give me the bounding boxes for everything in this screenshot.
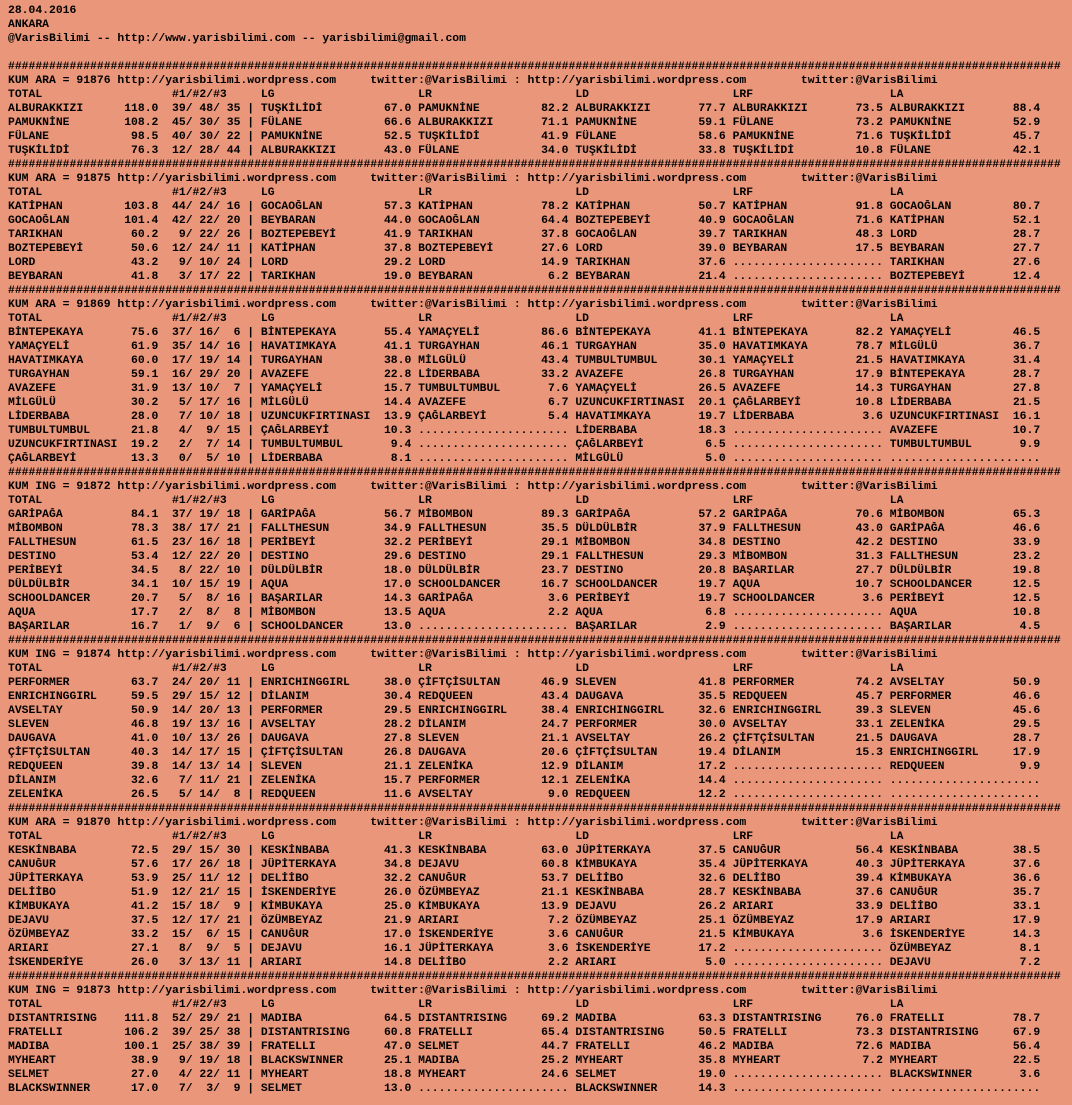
table-row: SLEVEN 46.8 19/ 13/ 16 | AVSELTAY 28.2 DİLANIM 24.7 PERFORMER 30.0 AVSELTAY 33.1 ZELENİKA 29.5 (8, 719, 1041, 731)
table-row: SELMET 27.0 4/ 22/ 11 | MYHEART 18.8 MYHEART 24.6 SELMET 19.0 ...................... BLACKSWINNER 3.6 (8, 1069, 1041, 1081)
table-row: BİNTEPEKAYA 75.6 37/ 16/ 6 | BİNTEPEKAYA 55.4 YAMAÇYELİ 86.6 BİNTEPEKAYA 41.1 BİNTEPEKAYA 82.2 YAMAÇYELİ 46.5 (8, 327, 1041, 339)
table-row: ENRICHINGGIRL 59.5 29/ 15/ 12 | DİLANIM 30.4 REDQUEEN 43.4 DAUGAVA 35.5 REDQUEEN 45.7 PERFORMER 46.6 (8, 691, 1041, 703)
column-header: TOTAL #1/#2/#3 LG LR LD LRF LA (8, 663, 904, 675)
table-row: KATİPHAN 103.8 44/ 24/ 16 | GOCAOĞLAN 57.3 KATİPHAN 78.2 KATİPHAN 50.7 KATİPHAN 91.8 GOCAOĞLAN 80.7 (8, 201, 1041, 213)
table-row: ALBURAKKIZI 118.0 39/ 48/ 35 | TUŞKİLİDİ 67.0 PAMUKNİNE 82.2 ALBURAKKIZI 77.7 ALBURAKKIZI 73.5 ALBURAKKIZI 88.4 (8, 103, 1041, 115)
table-row: FALLTHESUN 61.5 23/ 16/ 18 | PERİBEYİ 32.2 PERİBEYİ 29.1 MİBOMBON 34.8 DESTINO 42.2 DESTINO 33.9 (8, 537, 1041, 549)
table-row: CANUĞUR 57.6 17/ 26/ 18 | JÜPİTERKAYA 34.8 DEJAVU 60.8 KİMBUKAYA 35.4 JÜPİTERKAYA 40.3 JÜPİTERKAYA 37.6 (8, 859, 1041, 871)
table-row: DAUGAVA 41.0 10/ 13/ 26 | DAUGAVA 27.8 SLEVEN 21.1 AVSELTAY 26.2 ÇİFTÇİSULTAN 21.5 DAUGAVA 28.7 (8, 733, 1041, 745)
column-header: TOTAL #1/#2/#3 LG LR LD LRF LA (8, 89, 904, 101)
table-row: AVSELTAY 50.9 14/ 20/ 13 | PERFORMER 29.5 ENRICHINGGIRL 38.4 ENRICHINGGIRL 32.6 ENRICHINGGIRL 39.3 SLEVEN 45.6 (8, 705, 1041, 717)
table-row: ÇİFTÇİSULTAN 40.3 14/ 17/ 15 | ÇİFTÇİSULTAN 26.8 DAUGAVA 20.6 ÇİFTÇİSULTAN 19.4 DİLANIM 15.3 ENRICHINGGIRL 17.9 (8, 747, 1041, 759)
table-row: ÖZÜMBEYAZ 33.2 15/ 6/ 15 | CANUĞUR 17.0 İSKENDERİYE 3.6 CANUĞUR 21.5 KİMBUKAYA 3.6 İSKENDERİYE 14.3 (8, 929, 1041, 941)
table-row: TURGAYHAN 59.1 16/ 29/ 20 | AVAZEFE 22.8 LİDERBABA 33.2 AVAZEFE 26.8 TURGAYHAN 17.9 BİNTEPEKAYA 28.7 (8, 369, 1041, 381)
table-row: MİBOMBON 78.3 38/ 17/ 21 | FALLTHESUN 34.9 FALLTHESUN 35.5 DÜLDÜLBİR 37.9 FALLTHESUN 43.0 GARİPAĞA 46.6 (8, 523, 1041, 535)
blank-line (8, 46, 1072, 60)
report-city: ANKARA (8, 19, 50, 31)
table-row: YAMAÇYELİ 61.9 35/ 14/ 16 | HAVATIMKAYA 41.1 TURGAYHAN 46.1 TURGAYHAN 35.0 HAVATIMKAYA 78.7 MİLGÜLÜ 36.7 (8, 341, 1041, 353)
separator-line: ########################################################################################################################################################## (8, 635, 1061, 647)
table-row: BLACKSWINNER 17.0 7/ 3/ 9 | SELMET 13.0 ...................... BLACKSWINNER 14.3 ...................... ...................... (8, 1083, 1041, 1095)
separator-line: ########################################################################################################################################################## (8, 971, 1061, 983)
table-row: DELİİBO 51.9 12/ 21/ 15 | İSKENDERİYE 26.0 ÖZÜMBEYAZ 21.1 KESKİNBABA 28.7 KESKİNBABA 37.6 CANUĞUR 35.7 (8, 887, 1041, 899)
table-row: FÜLANE 98.5 40/ 30/ 22 | PAMUKNİNE 52.5 TUŞKİLİDİ 41.9 FÜLANE 58.6 PAMUKNİNE 71.6 TUŞKİLİDİ 45.7 (8, 131, 1041, 143)
table-row: FRATELLI 106.2 39/ 25/ 38 | DISTANTRISING 60.8 FRATELLI 65.4 DISTANTRISING 50.5 FRATELLI 73.3 DISTANTRISING 67.9 (8, 1027, 1041, 1039)
table-row: BOZTEPEBEYİ 50.6 12/ 24/ 11 | KATİPHAN 37.8 BOZTEPEBEYİ 27.6 LORD 39.0 BEYBARAN 17.5 BEYBARAN 27.7 (8, 243, 1041, 255)
table-row: UZUNCUKFIRTINASI 19.2 2/ 7/ 14 | TUMBULTUMBUL 9.4 ...................... ÇAĞLARBEYİ 6.5 ...................... TUMBULTUMBUL 9.9 (8, 439, 1041, 451)
report-contact: @VarisBilimi -- http://www.yarisbilimi.com -- yarisbilimi@gmail.com (8, 33, 466, 45)
table-row: TUMBULTUMBUL 21.8 4/ 9/ 15 | ÇAĞLARBEYİ 10.3 ...................... LİDERBABA 18.3 ...................... AVAZEFE 10.7 (8, 425, 1041, 437)
table-row: SCHOOLDANCER 20.7 5/ 8/ 16 | BAŞARILAR 14.3 GARİPAĞA 3.6 PERİBEYİ 19.7 SCHOOLDANCER 3.6 PERİBEYİ 12.5 (8, 593, 1041, 605)
separator-line: ########################################################################################################################################################## (8, 159, 1061, 171)
race-header: KUM ING = 91872 http://yarisbilimi.wordpress.com twitter:@VarisBilimi : http://yarisbilimi.wordpress.com twitter:@VarisBilimi (8, 481, 938, 493)
separator-line: ########################################################################################################################################################## (8, 61, 1061, 73)
table-row: AQUA 17.7 2/ 8/ 8 | MİBOMBON 13.5 AQUA 2.2 AQUA 6.8 ...................... AQUA 10.8 (8, 607, 1041, 619)
table-row: HAVATIMKAYA 60.0 17/ 19/ 14 | TURGAYHAN 38.0 MİLGÜLÜ 43.4 TUMBULTUMBUL 30.1 YAMAÇYELİ 21.5 HAVATIMKAYA 31.4 (8, 355, 1041, 367)
table-row: DESTINO 53.4 12/ 22/ 20 | DESTINO 29.6 DESTINO 29.1 FALLTHESUN 29.3 MİBOMBON 31.3 FALLTHESUN 23.2 (8, 551, 1041, 563)
race-header: KUM ARA = 91875 http://yarisbilimi.wordpress.com twitter:@VarisBilimi : http://yarisbilimi.wordpress.com twitter:@VarisBilimi (8, 173, 938, 185)
table-row: REDQUEEN 39.8 14/ 13/ 14 | SLEVEN 21.1 ZELENİKA 12.9 DİLANIM 17.2 ...................... REDQUEEN 9.9 (8, 761, 1041, 773)
column-header: TOTAL #1/#2/#3 LG LR LD LRF LA (8, 313, 904, 325)
column-header: TOTAL #1/#2/#3 LG LR LD LRF LA (8, 999, 904, 1011)
table-row: TARIKHAN 60.2 9/ 22/ 26 | BOZTEPEBEYİ 41.9 TARIKHAN 37.8 GOCAOĞLAN 39.7 TARIKHAN 48.3 LORD 28.7 (8, 229, 1041, 241)
table-row: DİLANIM 32.6 7/ 11/ 21 | ZELENİKA 15.7 PERFORMER 12.1 ZELENİKA 14.4 ...................... ...................... (8, 775, 1041, 787)
table-row: LİDERBABA 28.0 7/ 10/ 18 | UZUNCUKFIRTINASI 13.9 ÇAĞLARBEYİ 5.4 HAVATIMKAYA 19.7 LİDERBABA 3.6 UZUNCUKFIRTINASI 16.1 (8, 411, 1041, 423)
table-row: DÜLDÜLBİR 34.1 10/ 15/ 19 | AQUA 17.0 SCHOOLDANCER 16.7 SCHOOLDANCER 19.7 AQUA 10.7 SCHOOLDANCER 12.5 (8, 579, 1041, 591)
race-header: KUM ING = 91873 http://yarisbilimi.wordpress.com twitter:@VarisBilimi : http://yarisbilimi.wordpress.com twitter:@VarisBilimi (8, 985, 938, 997)
table-row: DISTANTRISING 111.8 52/ 29/ 21 | MADIBA 64.5 DISTANTRISING 69.2 MADIBA 63.3 DISTANTRISING 76.0 FRATELLI 78.7 (8, 1013, 1041, 1025)
table-row: ZELENİKA 26.5 5/ 14/ 8 | REDQUEEN 11.6 AVSELTAY 9.0 REDQUEEN 12.2 ...................... ...................... (8, 789, 1041, 801)
table-row: TUŞKİLİDİ 76.3 12/ 28/ 44 | ALBURAKKIZI 43.0 FÜLANE 34.0 TUŞKİLİDİ 33.8 TUŞKİLİDİ 10.8 FÜLANE 42.1 (8, 145, 1041, 157)
race-header: KUM ARA = 91869 http://yarisbilimi.wordpress.com twitter:@VarisBilimi : http://yarisbilimi.wordpress.com twitter:@VarisBilimi (8, 299, 938, 311)
table-row: MYHEART 38.9 9/ 19/ 18 | BLACKSWINNER 25.1 MADIBA 25.2 MYHEART 35.8 MYHEART 7.2 MYHEART 22.5 (8, 1055, 1041, 1067)
separator-line: ########################################################################################################################################################## (8, 467, 1061, 479)
race-header: KUM ARA = 91876 http://yarisbilimi.wordpress.com twitter:@VarisBilimi : http://yarisbilimi.wordpress.com twitter:@VarisBilimi (8, 75, 938, 87)
column-header: TOTAL #1/#2/#3 LG LR LD LRF LA (8, 187, 904, 199)
table-row: LORD 43.2 9/ 10/ 24 | LORD 29.2 LORD 14.9 TARIKHAN 37.6 ...................... TARIKHAN 27.6 (8, 257, 1041, 269)
race-header: KUM ING = 91874 http://yarisbilimi.wordpress.com twitter:@VarisBilimi : http://yarisbilimi.wordpress.com twitter:@VarisBilimi (8, 649, 938, 661)
table-row: MİLGÜLÜ 30.2 5/ 17/ 16 | MİLGÜLÜ 14.4 AVAZEFE 6.7 UZUNCUKFIRTINASI 20.1 ÇAĞLARBEYİ 10.8 LİDERBABA 21.5 (8, 397, 1041, 409)
table-row: ÇAĞLARBEYİ 13.3 0/ 5/ 10 | LİDERBABA 8.1 ...................... MİLGÜLÜ 5.0 ...................... ...................... (8, 453, 1041, 465)
separator-line: ########################################################################################################################################################## (8, 803, 1061, 815)
table-row: PERİBEYİ 34.5 8/ 22/ 10 | DÜLDÜLBİR 18.0 DÜLDÜLBİR 23.7 DESTINO 20.8 BAŞARILAR 27.7 DÜLDÜLBİR 19.8 (8, 565, 1041, 577)
column-header: TOTAL #1/#2/#3 LG LR LD LRF LA (8, 831, 904, 843)
table-row: BEYBARAN 41.8 3/ 17/ 22 | TARIKHAN 19.0 BEYBARAN 6.2 BEYBARAN 21.4 ...................... BOZTEPEBEYİ 12.4 (8, 271, 1041, 283)
table-row: KİMBUKAYA 41.2 15/ 18/ 9 | KİMBUKAYA 25.0 KİMBUKAYA 13.9 DEJAVU 26.2 ARIARI 33.9 DELİİBO 33.1 (8, 901, 1041, 913)
table-row: BAŞARILAR 16.7 1/ 9/ 6 | SCHOOLDANCER 13.0 ...................... BAŞARILAR 2.9 ...................... BAŞARILAR 4.5 (8, 621, 1041, 633)
table-row: JÜPİTERKAYA 53.9 25/ 11/ 12 | DELİİBO 32.2 CANUĞUR 53.7 DELİİBO 32.6 DELİİBO 39.4 KİMBUKAYA 36.6 (8, 873, 1041, 885)
report-date: 28.04.2016 (8, 5, 77, 17)
table-row: GOCAOĞLAN 101.4 42/ 22/ 20 | BEYBARAN 44.0 GOCAOĞLAN 64.4 BOZTEPEBEYİ 40.9 GOCAOĞLAN 71.6 KATİPHAN 52.1 (8, 215, 1041, 227)
table-row: AVAZEFE 31.9 13/ 10/ 7 | YAMAÇYELİ 15.7 TUMBULTUMBUL 7.6 YAMAÇYELİ 26.5 AVAZEFE 14.3 TURGAYHAN 27.8 (8, 383, 1041, 395)
column-header: TOTAL #1/#2/#3 LG LR LD LRF LA (8, 495, 904, 507)
race-header: KUM ARA = 91870 http://yarisbilimi.wordpress.com twitter:@VarisBilimi : http://yarisbilimi.wordpress.com twitter:@VarisBilimi (8, 817, 938, 829)
table-row: KESKİNBABA 72.5 29/ 15/ 30 | KESKİNBABA 41.3 KESKİNBABA 63.0 JÜPİTERKAYA 37.5 CANUĞUR 56.4 KESKİNBABA 38.5 (8, 845, 1041, 857)
table-row: GARİPAĞA 84.1 37/ 19/ 18 | GARİPAĞA 56.7 MİBOMBON 89.3 GARİPAĞA 57.2 GARİPAĞA 70.6 MİBOMBON 65.3 (8, 509, 1041, 521)
table-row: MADIBA 100.1 25/ 38/ 39 | FRATELLI 47.0 SELMET 44.7 FRATELLI 46.2 MADIBA 72.6 MADIBA 56.4 (8, 1041, 1041, 1053)
table-row: DEJAVU 37.5 12/ 17/ 21 | ÖZÜMBEYAZ 21.9 ARIARI 7.2 ÖZÜMBEYAZ 25.1 ÖZÜMBEYAZ 17.9 ARIARI 17.9 (8, 915, 1041, 927)
table-row: ARIARI 27.1 8/ 9/ 5 | DEJAVU 16.1 JÜPİTERKAYA 3.6 İSKENDERİYE 17.2 ...................... ÖZÜMBEYAZ 8.1 (8, 943, 1041, 955)
table-row: İSKENDERİYE 26.0 3/ 13/ 11 | ARIARI 14.8 DELİİBO 2.2 ARIARI 5.0 ...................... DEJAVU 7.2 (8, 957, 1041, 969)
table-row: PERFORMER 63.7 24/ 20/ 11 | ENRICHINGGIRL 38.0 ÇİFTÇİSULTAN 46.9 SLEVEN 41.8 PERFORMER 74.2 AVSELTAY 50.9 (8, 677, 1041, 689)
table-row: PAMUKNİNE 108.2 45/ 30/ 35 | FÜLANE 66.6 ALBURAKKIZI 71.1 PAMUKNİNE 59.1 FÜLANE 73.2 PAMUKNİNE 52.9 (8, 117, 1041, 129)
separator-line: ########################################################################################################################################################## (8, 285, 1061, 297)
